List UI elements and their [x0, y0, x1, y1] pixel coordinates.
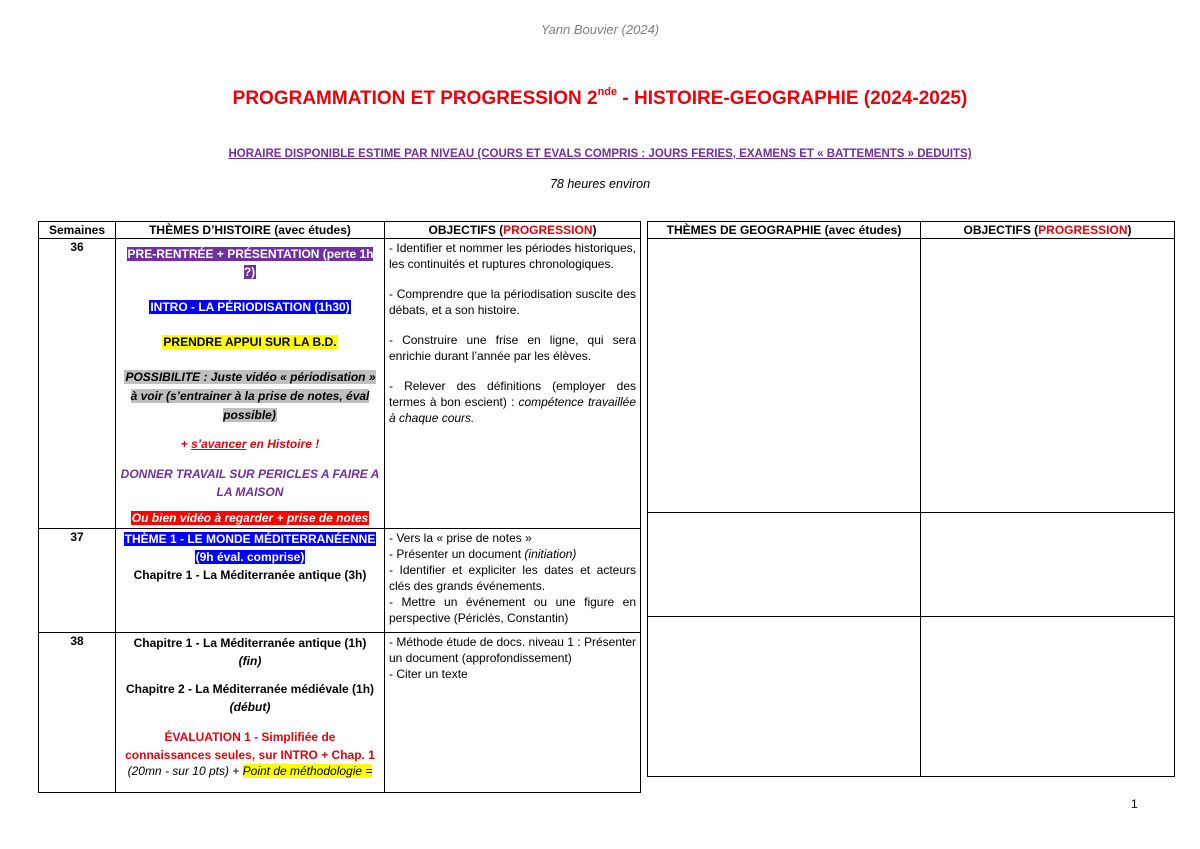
page-number: 1 [1131, 797, 1138, 811]
title-superscript: nde [597, 86, 618, 98]
theme-1-hours: (9h éval. comprise) [195, 550, 305, 564]
geography-header-row [648, 222, 1175, 239]
evaluation-detail [120, 764, 380, 779]
history-cell [116, 239, 385, 529]
objective-item: - Vers la « prise de notes » [389, 531, 532, 545]
objective-item: - Mettre un événement ou une figure en perspective (Périclès, Constantin) [389, 595, 636, 625]
document-author: Yann Bouvier (2024) [540, 22, 660, 37]
page-title [0, 88, 1200, 110]
intro-periodisation-label: INTRO - LA PÉRIODISATION (1h30) [150, 300, 350, 314]
chapter-1-end-note: (fin) [238, 654, 262, 668]
objective-italic: (initiation) [524, 547, 577, 561]
geography-cell [648, 513, 921, 617]
objective-item: - Identifier et expliciter les dates et acteurs clés des grands événements. [389, 563, 636, 593]
pericles-note: DONNER TRAVAIL SUR PERICLES A FAIRE A LA MAISON [120, 467, 380, 499]
page-subtitle: HORAIRE DISPONIBLE ESTIME PAR NIVEAU (COURS ET EVALS COMPRIS : JOURS FERIES, EXAMENS ET « BATTEMENTS » DEDUITS) [228, 148, 972, 160]
header-geography-objectives [921, 222, 1175, 239]
objective-item: - Citer un texte [389, 667, 468, 681]
table-row [39, 529, 641, 633]
avancer-note [181, 437, 319, 451]
spacer [389, 318, 636, 332]
geography-objectives-cell [921, 617, 1175, 777]
week-number: 36 [39, 239, 116, 529]
objectives-progression: PROGRESSION [503, 223, 593, 237]
objective-item: - Identifier et nommer les périodes historiques, les continuités et ruptures chronologiques. [389, 241, 636, 271]
week-number: 37 [39, 529, 116, 633]
possibilite-note: POSSIBILITE : Juste vidéo « périodisation » à voir (s’entrainer à la prise de notes, éval possible) [125, 370, 376, 422]
header-weeks: Semaines [39, 222, 116, 239]
evaluation-1: ÉVALUATION 1 - Simplifiée de connaissances seules, sur INTRO + Chap. 1 [125, 730, 375, 762]
objective-text: - Présenter un document [389, 547, 525, 561]
objective-item: - Comprendre que la périodisation suscite des débats, et a son histoire. [389, 287, 636, 317]
avancer-prefix: + [180, 437, 192, 451]
table-row [648, 513, 1175, 617]
objectives-suffix: ) [592, 223, 597, 237]
table-row [648, 239, 1175, 513]
table-row [648, 617, 1175, 777]
avancer-underlined: s’avancer [191, 437, 247, 451]
header-history-themes: THÈMES D’HISTOIRE (avec études) [116, 222, 385, 239]
table-row [39, 239, 641, 529]
week-number: 38 [39, 633, 116, 793]
spacer [389, 272, 636, 286]
objectives-cell [385, 239, 641, 529]
geography-cell [648, 239, 921, 513]
pre-rentree-label: PRE-RENTRÉE + PRÉSENTATION (perte 1h ?) [127, 247, 374, 279]
chapter-1-label: Chapitre 1 - La Méditerranée antique (3h) [133, 568, 367, 582]
avancer-suffix: en Histoire ! [246, 437, 320, 451]
spacer [389, 364, 636, 378]
bd-label: PRENDRE APPUI SUR LA B.D. [163, 335, 337, 349]
chapter-1-end: Chapitre 1 - La Méditerranée antique (1h) [133, 636, 367, 650]
objective-italic: compétence travaillée à chaque cours. [389, 395, 636, 425]
objective-text: - Relever des définitions (employer des termes à bon escient) : [389, 379, 636, 409]
table-row [39, 633, 641, 793]
chapter-2-start: Chapitre 2 - La Méditerranée médiévale (1h) [125, 682, 375, 696]
header-geography-themes: THÈMES DE GEOGRAPHIE (avec études) [648, 222, 921, 239]
geography-cell [648, 617, 921, 777]
chapter-2-start-note: (début) [229, 700, 271, 714]
history-table [38, 221, 641, 793]
geography-table [647, 221, 1175, 777]
objectives-cell [385, 529, 641, 633]
title-part1: PROGRAMMATION ET PROGRESSION 2 [232, 88, 598, 109]
objective-item: - Construire une frise en ligne, qui sera enrichie durant l’année par les élèves. [389, 333, 636, 363]
objectives-prefix: OBJECTIFS ( [428, 223, 504, 237]
geography-objectives-cell [921, 239, 1175, 513]
history-cell [116, 529, 385, 633]
objectives-prefix: OBJECTIFS ( [963, 223, 1039, 237]
geography-objectives-cell [921, 513, 1175, 617]
video-note: Ou bien vidéo à regarder + prise de notes [131, 511, 369, 525]
hours-estimate: 78 heures environ [549, 177, 651, 191]
evaluation-detail-text: (20mn - sur 10 pts) + [127, 764, 243, 778]
header-history-objectives [385, 222, 641, 239]
objectives-progression: PROGRESSION [1038, 223, 1128, 237]
title-part2: - HISTOIRE-GEOGRAPHIE (2024-2025) [617, 88, 968, 109]
objective-item [389, 378, 636, 426]
objective-item [389, 546, 636, 562]
objectives-suffix: ) [1127, 223, 1132, 237]
objective-item: - Méthode étude de docs. niveau 1 : Présenter un document (approfondissement) [389, 635, 636, 665]
objectives-cell [385, 633, 641, 793]
theme-1-label: THÈME 1 - LE MONDE MÉDITERRANÉENNE [124, 532, 376, 546]
history-header-row [39, 222, 641, 239]
methodology-highlight: Point de méthodologie = [242, 764, 373, 778]
history-cell [116, 633, 385, 793]
